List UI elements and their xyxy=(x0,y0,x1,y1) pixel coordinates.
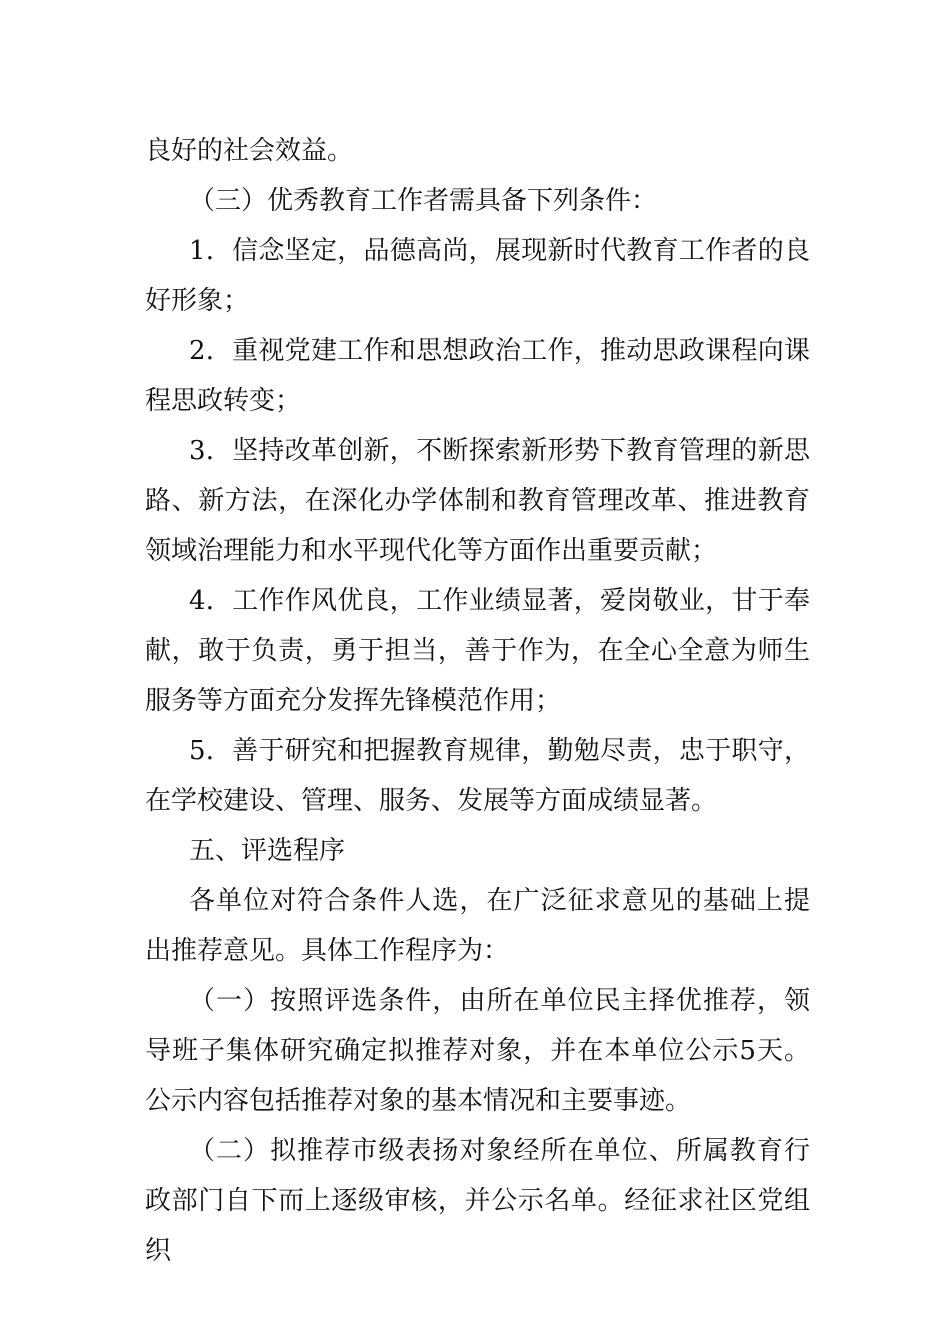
paragraph-condition-5: 5．善于研究和把握教育规律，勤勉尽责，忠于职守，在学校建设、管理、服务、发展等方面成绩显著。 xyxy=(145,736,810,816)
paragraph-condition-2: 2．重视党建工作和思想政治工作，推动思政课程向课程思政转变； xyxy=(145,336,810,416)
paragraph-condition-1: 1．信念坚定，品德高尚，展现新时代教育工作者的良好形象； xyxy=(145,236,810,316)
section-heading-selection-procedure: 五、评选程序 xyxy=(189,836,346,866)
paragraph-procedure-step-1: （一）按照评选条件，由所在单位民主择优推荐，领导班子集体研究确定拟推荐对象，并在本单位公示5天。公示内容包括推荐对象的基本情况和主要事迹。 xyxy=(145,986,810,1116)
paragraph-section-three-heading: （三）优秀教育工作者需具备下列条件： xyxy=(189,186,658,216)
paragraph-procedure-intro: 各单位对符合条件人选，在广泛征求意见的基础上提出推荐意见。具体工作程序为： xyxy=(145,886,810,966)
paragraph-procedure-step-2: （二）拟推荐市级表扬对象经所在单位、所属教育行政部门自下而上逐级审核，并公示名单。经征求社区党组织 xyxy=(145,1136,810,1266)
paragraph-condition-4: 4．工作作风优良，工作业绩显著，爱岗敬业，甘于奉献，敢于负责，勇于担当，善于作为，在全心全意为师生服务等方面充分发挥先锋模范作用； xyxy=(145,586,810,716)
paragraph-social-benefit: 良好的社会效益。 xyxy=(145,136,354,166)
paragraph-condition-3: 3．坚持改革创新，不断探索新形势下教育管理的新思路、新方法，在深化办学体制和教育管理改革、推进教育领域治理能力和水平现代化等方面作出重要贡献； xyxy=(145,436,810,566)
